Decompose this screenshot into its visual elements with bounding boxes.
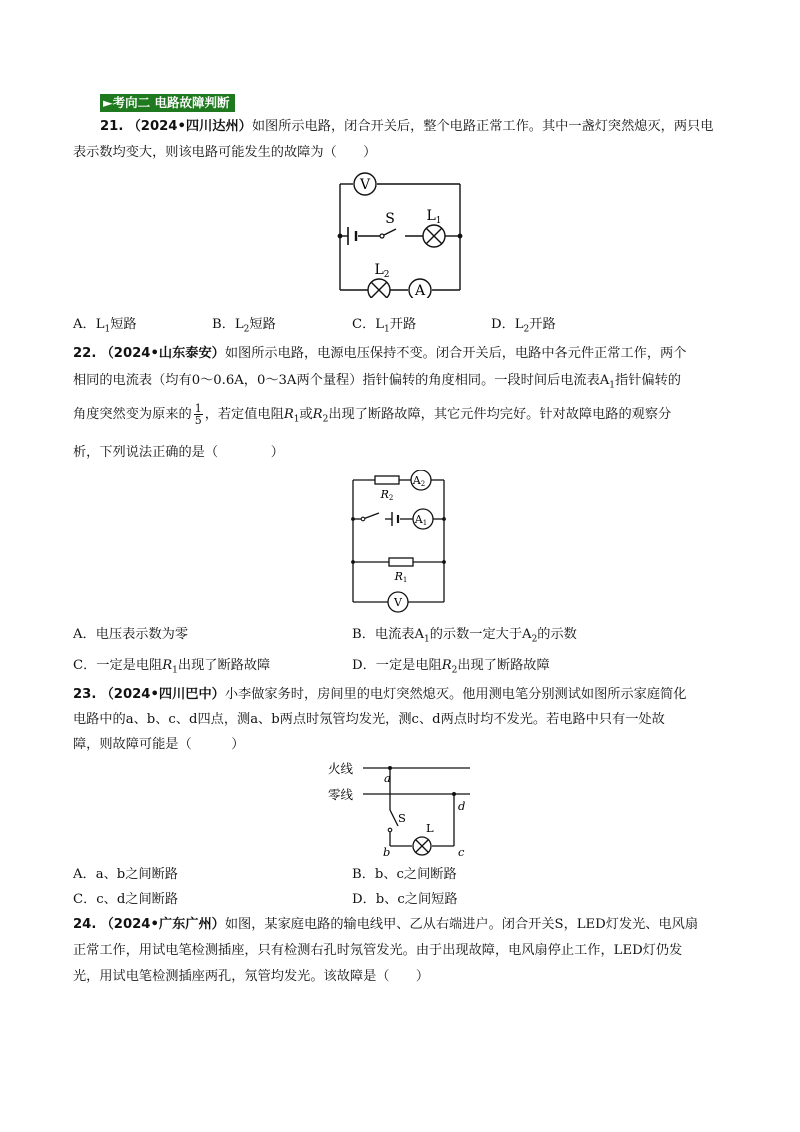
q24-line3: 光，用试电笔检测插座两孔，氖管均发光。该故障是（ ）: [73, 969, 430, 984]
q21-line1: [100, 118, 713, 136]
q23-line1: 23. （2024•四川巴中）小李做家务时，房间里的电灯突然熄灭。他用测电笔分别测试如图所示家庭简化: [73, 687, 687, 702]
q23-option-a: A．a、b之间断路: [73, 867, 178, 882]
q23-line3: 障，则故障可能是（ ）: [73, 737, 245, 752]
q24-number: 24.: [73, 917, 97, 932]
q24-line1: 24. （2024•广东广州）如图，某家庭电路的输电线甲、乙从右端进户。闭合开关S，LED灯发光、电风扇: [73, 917, 699, 932]
q23-label-d: d: [458, 799, 466, 813]
q22-option-a: A．电压表示数为零: [73, 627, 189, 642]
q22-voltmeter: [388, 592, 408, 612]
q24-line2: 正常工作，用试电笔检测插座，只有检测右孔时氖管发光。由于出现故障，电风扇停止工作，LED灯仍发: [73, 943, 683, 958]
q23-household-circuit: [328, 758, 478, 858]
q23-label-neutral: 零线: [328, 787, 354, 802]
q22-label-r2: R2: [380, 488, 394, 502]
q22-line4: 析，下列说法正确的是（ ）: [73, 445, 284, 460]
svg-text:A2: A2: [412, 474, 426, 488]
q21-line2: 表示数均变大，则该电路可能发生的故障为（ ）: [73, 145, 377, 160]
q23-label-live: 火线: [328, 761, 354, 776]
q22-ammeter-a2: [411, 470, 431, 490]
q22-option-c: C．一定是电阻$R_1$出现了断路故障: [73, 658, 271, 676]
svg-text:A1: A1: [414, 513, 428, 527]
q23-line2: 电路中的a、b、c、d四点，测a、b两点时氖管均发光，测c、d两点时均不发光。若电路中只有一处故: [73, 712, 665, 727]
q22-line3: 角度突然变为原来的 $\frac{1}{5}$ ，若定值电阻$R_1$或$R_2$出现了断路故障，其它元件均完好。针对故障电路的观察分: [73, 402, 672, 427]
q22-circuit-diagram: [345, 470, 455, 615]
svg-text:V: V: [394, 596, 402, 609]
q21-lamp-l1: [423, 225, 445, 247]
q21-circuit-diagram: [330, 168, 470, 298]
q23-option-c: C．c、d之间断路: [73, 892, 179, 907]
q21-label-s: S: [385, 211, 395, 227]
q21-source: （2024•四川达州）: [127, 119, 252, 134]
q23-option-d: D．b、c之间短路: [352, 892, 458, 907]
q23-lamp: [413, 837, 431, 855]
q21-number: 21.: [100, 119, 124, 134]
q22-ammeter-a1: [413, 509, 433, 529]
q23-label-c: c: [458, 845, 465, 858]
q23-option-b: B．b、c之间断路: [352, 867, 457, 882]
q22-option-d: D．一定是电阻$R_2$出现了断路故障: [352, 658, 550, 676]
q21-option-c: C．$L_1$开路: [352, 317, 417, 335]
section-heading: ►考向二 电路故障判断: [100, 94, 235, 112]
q22-number: 22.: [73, 346, 97, 361]
q21-label-l2: $L_2$: [374, 262, 390, 280]
q21-lamp-l2: [368, 279, 390, 298]
q23-source: （2024•四川巴中）: [100, 687, 225, 702]
q21-option-b: B．$L_2$短路: [212, 317, 276, 335]
svg-text:V: V: [359, 177, 371, 193]
q21-label-l1: $L_1$: [426, 208, 442, 226]
q22-line2: 相同的电流表（均有0～0.6A，0～3A两个量程）指针偏转的角度相同。一段时间后电流表$A_1$指针偏转的: [73, 373, 681, 391]
q21-ammeter: [409, 279, 431, 298]
q21-text-1: 如图所示电路，闭合开关后，整个电路正常工作。其中一盏灯突然熄灭，两只电: [251, 119, 714, 134]
q23-label-l: L: [426, 821, 434, 835]
q23-label-b: b: [383, 845, 391, 858]
q23-label-s: S: [398, 811, 406, 825]
q22-line1: 22. （2024•山东泰安）如图所示电路，电源电压保持不变。闭合开关后，电路中各元件正常工作，两个: [73, 346, 687, 361]
q22-source: （2024•山东泰安）: [100, 346, 225, 361]
q22-fraction: $\frac{1}{5}$: [194, 402, 202, 427]
q23-label-a: a: [384, 771, 391, 785]
q21-option-a: A．$L_1$短路: [73, 317, 137, 335]
q22-option-b: B．电流表$A_1$的示数一定大于$A_2$的示数: [352, 627, 577, 645]
q22-label-r1: R1: [394, 570, 408, 584]
q23-number: 23.: [73, 687, 97, 702]
q21-option-d: D．$L_2$开路: [491, 317, 556, 335]
q21-voltmeter: [354, 173, 376, 195]
q24-source: （2024•广东广州）: [100, 917, 225, 932]
svg-text:A: A: [414, 283, 426, 298]
